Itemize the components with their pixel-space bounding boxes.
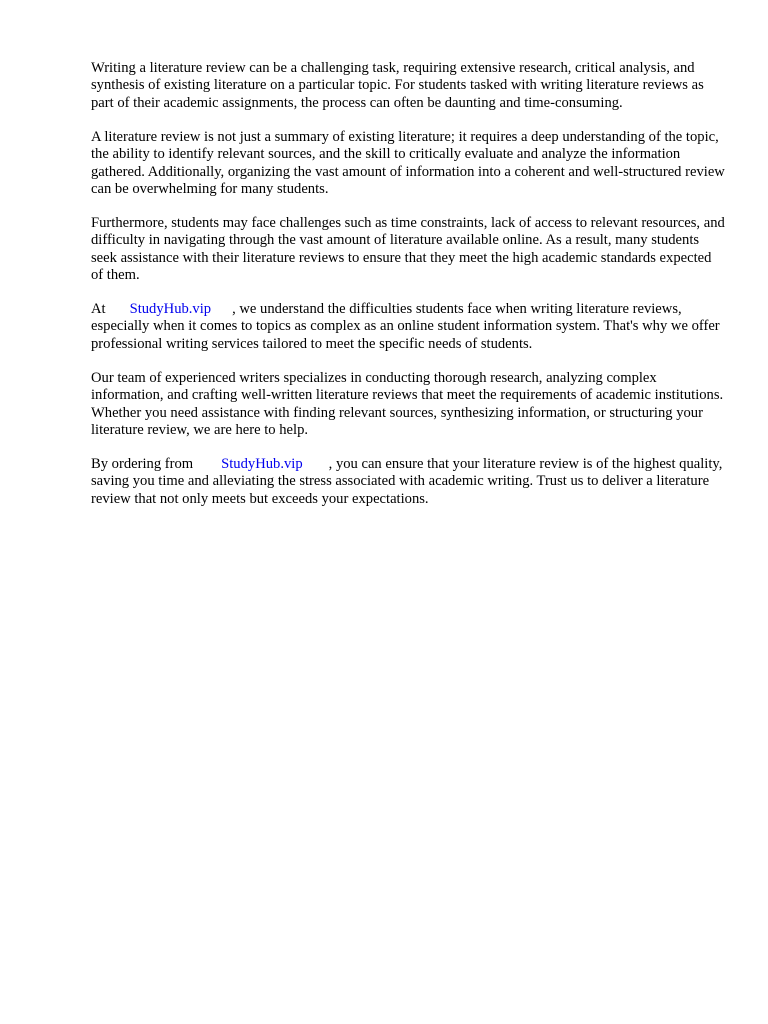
studyhub-link[interactable]: StudyHub.vip [221, 455, 303, 472]
studyhub-link[interactable]: StudyHub.vip [129, 300, 212, 317]
paragraph-studyhub-offer [91, 301, 727, 353]
paragraph-text-end: , you can ensure that your literature review is of the highest quality, saving you time and alleviating the stress associated with academic writing. Trust us to deliver a literature review that not only meets but exceeds your expectations. [91, 455, 723, 507]
paragraph-team: Our team of experienced writers specializes in conducting thorough research, analyzing complex information, and crafting well-written literature reviews that meet the requirements of academic institutions. Whether you need assistance with finding relevant sources, synthesizing information, or structuring your literature review, we are here to help. [91, 369, 724, 438]
paragraph-ordering [91, 456, 727, 508]
paragraph-challenges: Furthermore, students may face challenges such as time constraints, lack of access to relevant resources, and difficulty in navigating through the vast amount of literature available online. As a result, many students seek assistance with their literature reviews to ensure that they meet the high academic standards expected of them. [91, 214, 725, 284]
paragraph-text-end: , we understand the difficulties students face when writing literature reviews, especially when it comes to topics as complex as an online student information system. That's why we offer professional writing services tailored to meet the specific needs of students. [91, 300, 720, 352]
paragraph-intro: Writing a literature review can be a challenging task, requiring extensive research, critical analysis, and synthesis of existing literature on a particular topic. For students tasked with writing literature reviews as part of their academic assignments, the process can often be daunting and time-consuming. [91, 60, 704, 111]
document-page [91, 60, 727, 525]
paragraph-definition: A literature review is not just a summary of existing literature; it requires a deep understanding of the topic, the ability to identify relevant sources, and the skill to critically evaluate and analyze the information gathered. Additionally, organizing the vast amount of information into a coherent and well-structured review can be overwhelming for many students. [91, 128, 725, 197]
paragraph-text-start: At [91, 300, 106, 317]
paragraph-text-start: By ordering from [91, 455, 194, 472]
